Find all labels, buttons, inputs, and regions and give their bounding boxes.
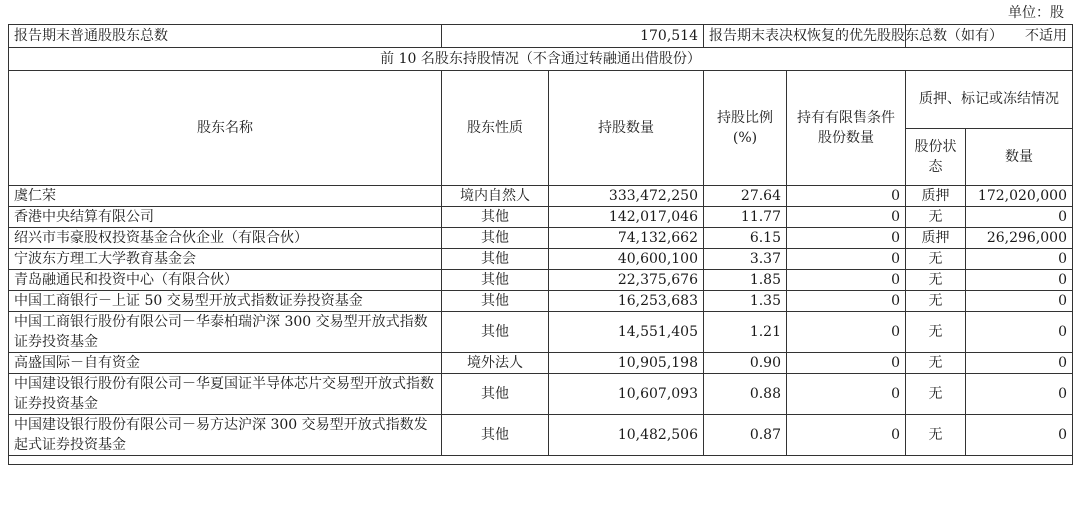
shares-held: 10,905,198 (549, 353, 704, 374)
table-continuation (9, 456, 1073, 465)
restricted-shares: 0 (787, 374, 906, 415)
pledge-quantity: 0 (966, 353, 1073, 374)
shareholder-nature: 境外法人 (442, 353, 549, 374)
shares-held: 142,017,046 (549, 207, 704, 228)
shareholder-nature: 其他 (442, 270, 549, 291)
table-row (9, 415, 1073, 456)
pledge-status: 无 (906, 207, 966, 228)
restricted-shares: 0 (787, 207, 906, 228)
pledge-quantity: 0 (966, 291, 1073, 312)
table-row (9, 353, 1073, 374)
pledge-quantity: 0 (966, 207, 1073, 228)
holding-ratio: 1.35 (704, 291, 787, 312)
shares-held: 10,482,506 (549, 415, 704, 456)
shareholder-nature: 其他 (442, 291, 549, 312)
shareholder-name: 青岛融通民和投资中心（有限合伙） (9, 270, 442, 291)
table-row (9, 312, 1073, 353)
shareholder-nature: 其他 (442, 312, 549, 353)
pledge-quantity: 0 (966, 374, 1073, 415)
pledge-quantity: 0 (966, 312, 1073, 353)
shareholder-name: 绍兴市韦豪股权投资基金合伙企业（有限合伙） (9, 228, 442, 249)
pledge-quantity: 0 (966, 270, 1073, 291)
total-holders-value: 170,514 (442, 25, 704, 48)
restricted-shares: 0 (787, 291, 906, 312)
shareholder-nature: 其他 (442, 415, 549, 456)
shareholder-nature: 其他 (442, 207, 549, 228)
table-row (9, 249, 1073, 270)
header-shares: 持股数量 (549, 71, 704, 186)
shareholder-nature: 其他 (442, 374, 549, 415)
pledge-quantity: 0 (966, 415, 1073, 456)
table-row (9, 291, 1073, 312)
total-holders-label: 报告期末普通股股东总数 (9, 25, 442, 48)
pledge-status: 无 (906, 374, 966, 415)
preferred-holders-label: 报告期末表决权恢复的优先股股东总数（如有） (704, 25, 906, 48)
header-nature: 股东性质 (442, 71, 549, 186)
header-pledge-status: 股份状态 (906, 128, 966, 186)
shareholder-name: 香港中央结算有限公司 (9, 207, 442, 228)
header-pledge-qty: 数量 (966, 128, 1073, 186)
summary-row (9, 25, 1073, 48)
restricted-shares: 0 (787, 249, 906, 270)
holding-ratio: 3.37 (704, 249, 787, 270)
continuation-cell (9, 456, 1073, 465)
holding-ratio: 6.15 (704, 228, 787, 249)
header-restricted: 持有有限售条件股份数量 (787, 71, 906, 186)
shareholder-table (8, 24, 1073, 465)
shareholder-nature: 境内自然人 (442, 186, 549, 207)
shareholder-name: 中国建设银行股份有限公司－华夏国证半导体芯片交易型开放式指数证券投资基金 (9, 374, 442, 415)
table-row (9, 207, 1073, 228)
table-row (9, 270, 1073, 291)
pledge-status: 质押 (906, 186, 966, 207)
restricted-shares: 0 (787, 228, 906, 249)
pledge-quantity: 26,296,000 (966, 228, 1073, 249)
pledge-status: 无 (906, 353, 966, 374)
shareholder-name: 中国工商银行股份有限公司－华泰柏瑞沪深 300 交易型开放式指数证券投资基金 (9, 312, 442, 353)
shareholder-name: 虞仁荣 (9, 186, 442, 207)
holding-ratio: 0.90 (704, 353, 787, 374)
table-row (9, 186, 1073, 207)
header-row-1 (9, 71, 1073, 129)
restricted-shares: 0 (787, 312, 906, 353)
holding-ratio: 11.77 (704, 207, 787, 228)
holding-ratio: 27.64 (704, 186, 787, 207)
header-ratio-text: 持股比例(%) (717, 110, 773, 146)
pledge-status: 无 (906, 415, 966, 456)
restricted-shares: 0 (787, 270, 906, 291)
shareholder-name: 中国建设银行股份有限公司－易方达沪深 300 交易型开放式指数发起式证券投资基金 (9, 415, 442, 456)
shareholder-name: 宁波东方理工大学教育基金会 (9, 249, 442, 270)
restricted-shares: 0 (787, 353, 906, 374)
table-row (9, 374, 1073, 415)
shares-held: 22,375,676 (549, 270, 704, 291)
shares-held: 14,551,405 (549, 312, 704, 353)
pledge-quantity: 0 (966, 249, 1073, 270)
holding-ratio: 0.87 (704, 415, 787, 456)
preferred-holders-value: 不适用 (906, 25, 1073, 48)
shares-held: 74,132,662 (549, 228, 704, 249)
unit-label: 单位：股 (1008, 5, 1064, 21)
shares-held: 10,607,093 (549, 374, 704, 415)
pledge-status: 无 (906, 291, 966, 312)
shareholder-nature: 其他 (442, 228, 549, 249)
shares-held: 16,253,683 (549, 291, 704, 312)
holding-ratio: 0.88 (704, 374, 787, 415)
section-title: 前 10 名股东持股情况（不含通过转融通出借股份） (9, 48, 1073, 71)
shareholder-nature: 其他 (442, 249, 549, 270)
holding-ratio: 1.21 (704, 312, 787, 353)
holding-ratio: 1.85 (704, 270, 787, 291)
restricted-shares: 0 (787, 415, 906, 456)
shareholder-name: 中国工商银行－上证 50 交易型开放式指数证券投资基金 (9, 291, 442, 312)
header-name: 股东名称 (9, 71, 442, 186)
header-pledge-group: 质押、标记或冻结情况 (906, 71, 1073, 129)
shares-held: 40,600,100 (549, 249, 704, 270)
table-row (9, 228, 1073, 249)
header-ratio (704, 71, 787, 186)
pledge-status: 无 (906, 312, 966, 353)
shareholder-name: 高盛国际－自有资金 (9, 353, 442, 374)
shares-held: 333,472,250 (549, 186, 704, 207)
pledge-quantity: 172,020,000 (966, 186, 1073, 207)
pledge-status: 无 (906, 249, 966, 270)
pledge-status: 质押 (906, 228, 966, 249)
restricted-shares: 0 (787, 186, 906, 207)
section-title-row (9, 48, 1073, 71)
pledge-status: 无 (906, 270, 966, 291)
